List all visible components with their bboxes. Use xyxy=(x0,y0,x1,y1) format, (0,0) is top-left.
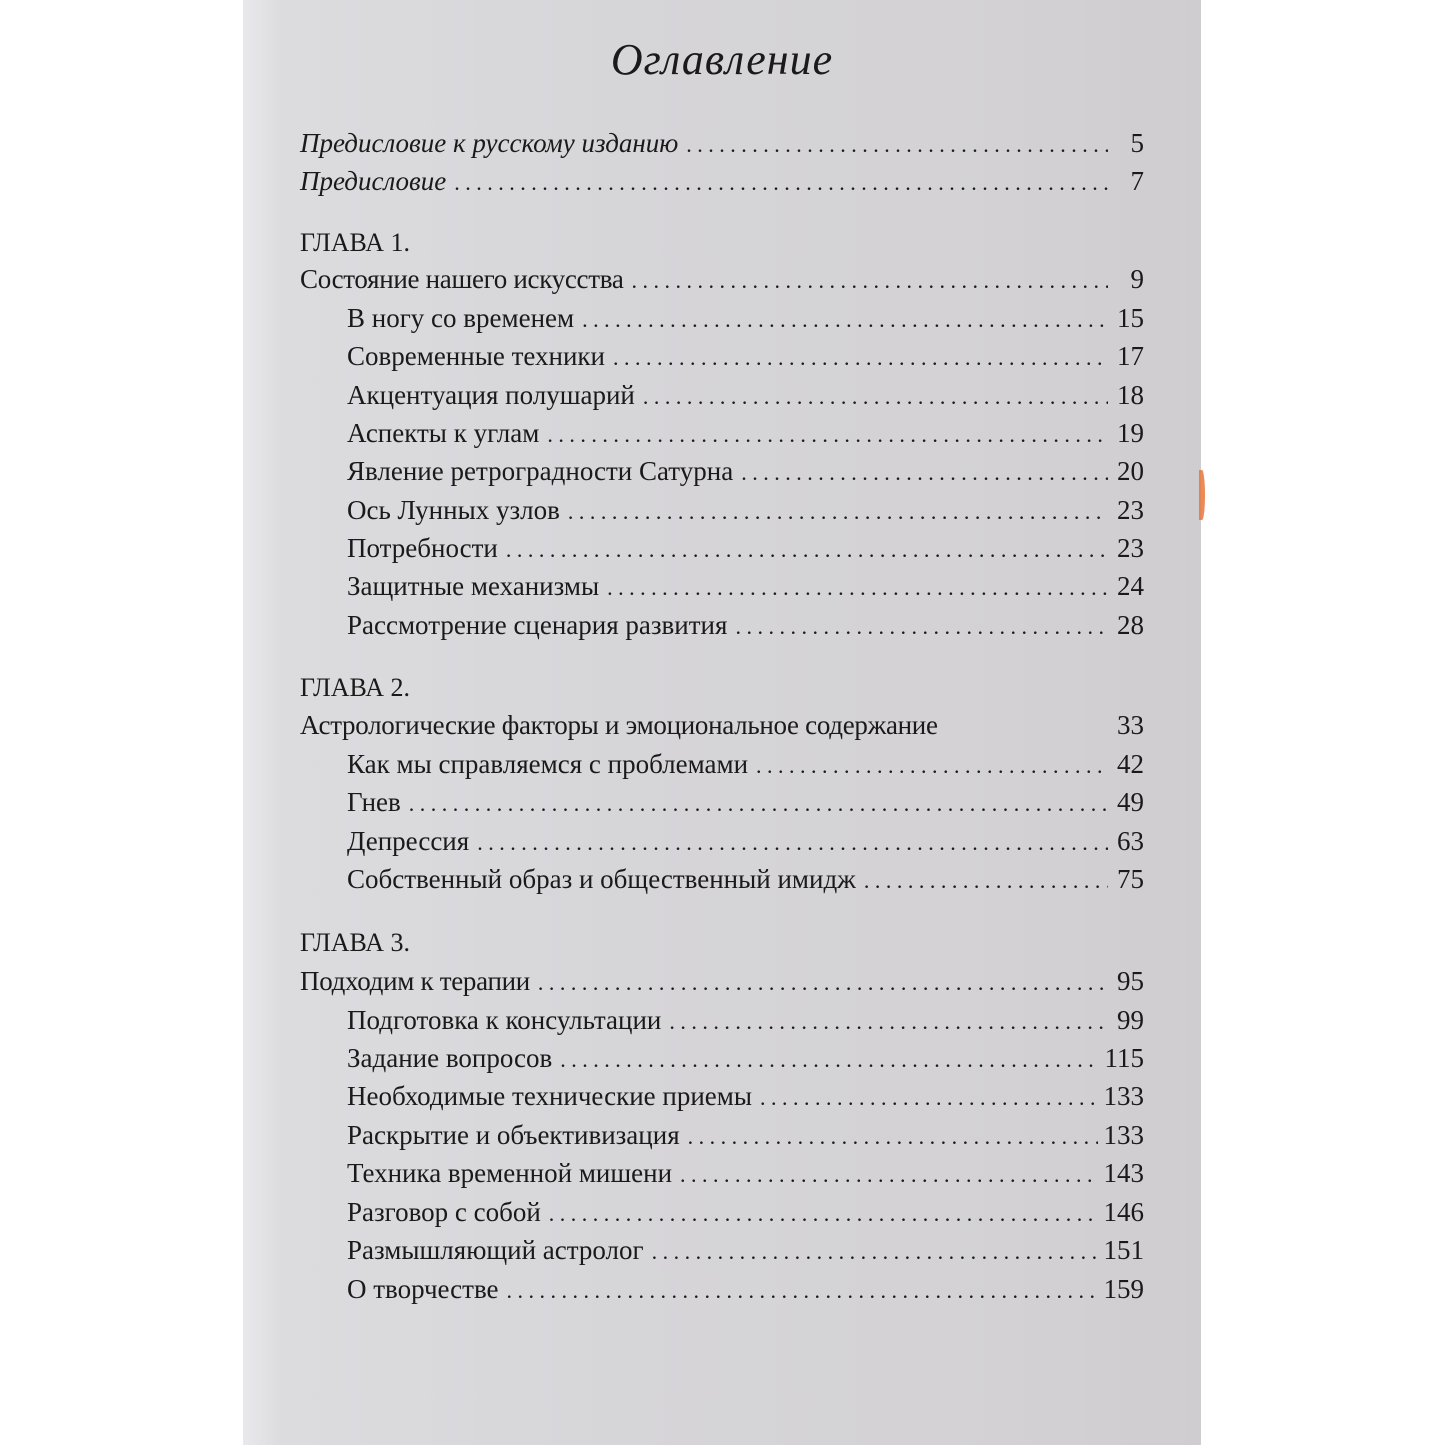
dot-leader xyxy=(549,1201,1098,1227)
chapter-heading-2: ГЛАВА 2. xyxy=(300,673,410,702)
dot-leader xyxy=(669,1009,1108,1035)
toc-page-number: 23 xyxy=(1117,495,1144,525)
toc-entry-label: Акцентуация полушарий xyxy=(347,380,635,410)
toc-page-number: 28 xyxy=(1117,610,1144,640)
dot-leader xyxy=(454,170,1108,196)
dot-leader xyxy=(560,1047,1098,1073)
dot-leader xyxy=(582,307,1108,333)
dot-leader xyxy=(652,1239,1098,1265)
toc-entry[interactable] xyxy=(347,1235,1144,1269)
toc-entry[interactable] xyxy=(347,864,1144,898)
toc-page-number: 24 xyxy=(1117,571,1144,601)
toc-entry-label: Как мы справляемся с проблемами xyxy=(347,749,749,779)
toc-entry[interactable] xyxy=(347,303,1144,337)
dot-leader xyxy=(547,422,1108,448)
toc-page-number: 99 xyxy=(1117,1005,1144,1035)
toc-page-number: 146 xyxy=(1103,1197,1144,1227)
toc-entry-label: Собственный образ и общественный имидж xyxy=(347,864,856,894)
toc-entry[interactable] xyxy=(347,533,1144,567)
toc-entry[interactable] xyxy=(347,1081,1144,1115)
toc-entry-label: Астрологические факторы и эмоциональное содержание xyxy=(300,710,938,740)
dot-leader xyxy=(756,753,1108,779)
toc-entry-label: Гнев xyxy=(347,787,401,817)
toc-entry-label: Размышляющий астролог xyxy=(347,1235,644,1265)
toc-entry[interactable] xyxy=(347,571,1144,605)
toc-entry[interactable] xyxy=(347,418,1144,452)
toc-entry[interactable] xyxy=(347,787,1144,821)
dot-leader xyxy=(735,614,1108,640)
toc-chapter-title-1[interactable] xyxy=(300,264,1144,298)
toc-entry[interactable] xyxy=(347,1120,1144,1154)
dot-leader xyxy=(506,537,1108,563)
dot-leader xyxy=(538,970,1108,996)
toc-entry-label: Необходимые технические приемы xyxy=(347,1081,752,1111)
toc-page-number: 9 xyxy=(1130,264,1144,294)
toc-entry[interactable] xyxy=(347,1043,1144,1077)
dot-leader xyxy=(643,384,1108,410)
dot-leader xyxy=(688,1124,1098,1150)
dot-leader xyxy=(760,1085,1098,1111)
toc-entry-label: Ось Лунных узлов xyxy=(347,495,560,525)
toc-page-number: 19 xyxy=(1117,418,1144,448)
chapter-heading-3: ГЛАВА 3. xyxy=(300,928,410,957)
toc-page-number: 133 xyxy=(1103,1081,1144,1111)
toc-entry-label: Защитные механизмы xyxy=(347,571,600,601)
toc-chapter-title-2[interactable] xyxy=(300,710,1144,744)
toc-entry-label: Раскрытие и объективизация xyxy=(347,1120,680,1150)
dot-leader xyxy=(613,345,1108,371)
toc-entry-foreword[interactable] xyxy=(300,166,1144,200)
toc-entry[interactable] xyxy=(347,380,1144,414)
toc-entry-label: Техника временной мишени xyxy=(347,1158,673,1188)
toc-page-number: 49 xyxy=(1117,787,1144,817)
toc-entry-label: Явление ретроградности Сатурна xyxy=(347,456,734,486)
toc-entry-label: Предисловие xyxy=(300,166,447,196)
toc-entry[interactable] xyxy=(347,495,1144,529)
dot-leader xyxy=(507,1278,1098,1304)
toc-page-number: 15 xyxy=(1117,303,1144,333)
toc-entry[interactable] xyxy=(347,1274,1144,1308)
toc-entry[interactable] xyxy=(347,826,1144,860)
toc-entry[interactable] xyxy=(347,1197,1144,1231)
toc-page-number: 75 xyxy=(1117,864,1144,894)
toc-page-number: 23 xyxy=(1117,533,1144,563)
dot-leader xyxy=(477,830,1108,856)
toc-page-number: 5 xyxy=(1130,128,1144,158)
toc-page-number: 33 xyxy=(1117,710,1144,740)
page-title: Оглавление xyxy=(610,35,834,84)
toc-entry-label: В ногу со временем xyxy=(347,303,575,333)
toc-entry-label: Потребности xyxy=(347,533,498,563)
toc-page-number: 63 xyxy=(1117,826,1144,856)
toc-entry-foreword-russian[interactable] xyxy=(300,128,1144,162)
dot-leader xyxy=(686,132,1108,158)
toc-page-number: 133 xyxy=(1103,1120,1144,1150)
toc-page-number: 159 xyxy=(1103,1274,1144,1304)
toc-entry-label: Рассмотрение сценария развития xyxy=(347,610,728,640)
book-page xyxy=(243,0,1201,1445)
toc-page-number: 95 xyxy=(1117,966,1144,996)
toc-page-number: 20 xyxy=(1117,456,1144,486)
dot-leader xyxy=(409,791,1108,817)
dot-leader xyxy=(568,499,1108,525)
toc-entry[interactable] xyxy=(347,456,1144,490)
toc-entry[interactable] xyxy=(347,1158,1144,1192)
toc-page-number: 151 xyxy=(1103,1235,1144,1265)
toc-entry-label: Подготовка к консультации xyxy=(347,1005,662,1035)
toc-entry-label: Состояние нашего искусства xyxy=(300,264,624,294)
toc-page-number: 143 xyxy=(1103,1158,1144,1188)
toc-entry-label: Разговор с собой xyxy=(347,1197,541,1227)
toc-chapter-title-3[interactable] xyxy=(300,966,1144,1000)
toc-entry[interactable] xyxy=(347,1005,1144,1039)
dot-leader xyxy=(680,1162,1097,1188)
toc-page-number: 7 xyxy=(1130,166,1144,196)
toc-page-number: 17 xyxy=(1117,341,1144,371)
toc-page-number: 18 xyxy=(1117,380,1144,410)
toc-entry-label: Подходим к терапии xyxy=(300,966,530,996)
toc-page-number: 115 xyxy=(1104,1043,1144,1073)
dot-leader xyxy=(864,868,1108,894)
toc-entry-label: Задание вопросов xyxy=(347,1043,553,1073)
toc-entry[interactable] xyxy=(347,341,1144,375)
toc-entry-label: О творчестве xyxy=(347,1274,499,1304)
toc-entry[interactable] xyxy=(347,749,1144,783)
dot-leader xyxy=(632,268,1108,294)
toc-entry-label: Современные техники xyxy=(347,341,605,371)
toc-entry-label: Депрессия xyxy=(347,826,470,856)
chapter-heading-1: ГЛАВА 1. xyxy=(300,228,410,257)
toc-page-number: 42 xyxy=(1117,749,1144,779)
toc-entry-label: Аспекты к углам xyxy=(347,418,540,448)
toc-entry[interactable] xyxy=(347,610,1144,644)
dot-leader xyxy=(607,575,1108,601)
dot-leader xyxy=(741,460,1108,486)
toc-entry-label: Предисловие к русскому изданию xyxy=(300,128,679,158)
